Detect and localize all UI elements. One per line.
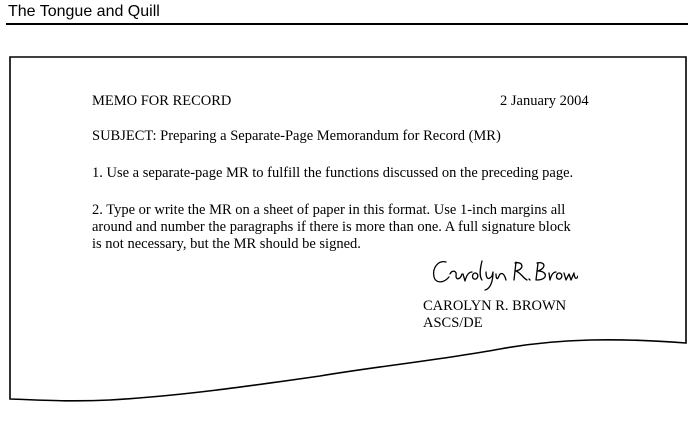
paragraph-2 [92, 202, 571, 253]
signature-block [423, 298, 566, 332]
memo-heading: MEMO FOR RECORD [92, 93, 232, 109]
signer-name: CAROLYN R. BROWN [423, 298, 567, 314]
handwritten-signature [428, 252, 578, 292]
paragraph-2-line-2: around and number the paragraphs if there is more than one. A full signature block [92, 219, 571, 235]
memo-date: 2 January 2004 [500, 93, 589, 109]
paragraph-1: 1. Use a separate-page MR to fulfill the functions discussed on the preceding page. [92, 165, 574, 181]
memo-subject: SUBJECT: Preparing a Separate-Page Memorandum for Record (MR) [92, 128, 501, 144]
paragraph-2-line-3: is not necessary, but the MR should be signed. [92, 236, 361, 252]
paragraph-2-line-1: 2. Type or write the MR on a sheet of paper in this format. Use 1-inch margins all [92, 202, 566, 218]
page-header-title: The Tongue and Quill [8, 3, 160, 20]
signer-office: ASCS/DE [423, 315, 483, 331]
